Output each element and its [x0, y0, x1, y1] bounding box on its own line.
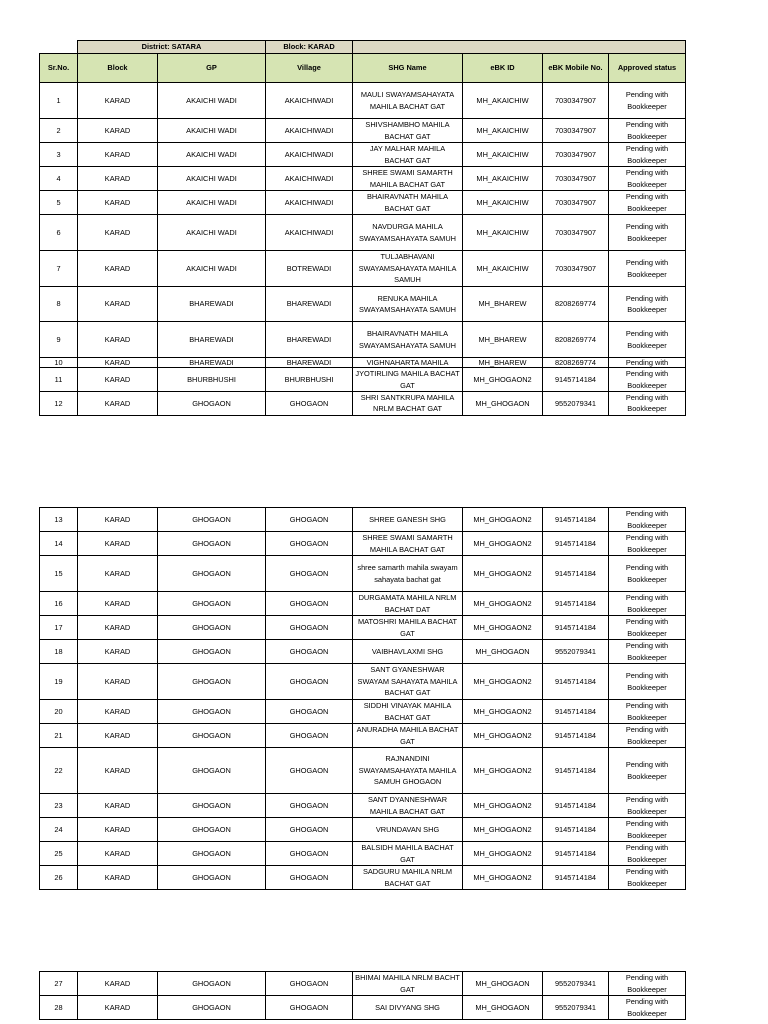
col-header-gp: GP: [158, 54, 266, 83]
block-cell: KARAD: [78, 358, 158, 368]
district-block-row: [40, 41, 686, 54]
gp-cell: GHOGAON: [158, 794, 266, 818]
approved-status-cell: Pending with Bookkeeper: [609, 508, 686, 532]
table-row: [40, 358, 686, 368]
shg-name-cell: TULJABHAVANI SWAYAMSAHAYATA MAHILA SAMUH: [353, 251, 463, 287]
col-header-ebk-mobile: eBK Mobile No.: [543, 54, 609, 83]
shg-name-cell: NAVDURGA MAHILA SWAYAMSAHAYATA SAMUH: [353, 215, 463, 251]
gp-cell: GHOGAON: [158, 556, 266, 592]
block-cell: KARAD: [78, 972, 158, 996]
sr-no-cell: 13: [40, 508, 78, 532]
ebk-id-cell: MH_BHAREW: [463, 322, 543, 358]
table-body-1: [40, 83, 686, 416]
table-body-2: [40, 508, 686, 890]
approved-status-cell: Pending with Bookkeeper: [609, 996, 686, 1020]
approved-status-cell: Pending with Bookkeeper: [609, 191, 686, 215]
gp-cell: GHOGAON: [158, 616, 266, 640]
block-cell: KARAD: [78, 508, 158, 532]
ebk-id-cell: MH_GHOGAON2: [463, 616, 543, 640]
ebk-id-cell: MH_BHAREW: [463, 358, 543, 368]
block-cell: KARAD: [78, 866, 158, 890]
shg-name-cell: ANURADHA MAHILA BACHAT GAT: [353, 724, 463, 748]
table-row: [40, 119, 686, 143]
gp-cell: GHOGAON: [158, 392, 266, 416]
approved-status-cell: Pending with Bookkeeper: [609, 83, 686, 119]
gp-cell: GHOGAON: [158, 748, 266, 794]
district-label: District: SATARA: [78, 41, 266, 54]
block-cell: KARAD: [78, 842, 158, 866]
block-cell: KARAD: [78, 818, 158, 842]
table-row: [40, 322, 686, 358]
ebk-mobile-cell: 7030347907: [543, 83, 609, 119]
shg-name-cell: SHRI SANTKRUPA MAHILA NRLM BACHAT GAT: [353, 392, 463, 416]
sr-no-cell: 1: [40, 83, 78, 119]
shg-name-cell: JAY MALHAR MAHILA BACHAT GAT: [353, 143, 463, 167]
shg-name-cell: MATOSHRI MAHILA BACHAT GAT: [353, 616, 463, 640]
ebk-id-cell: MH_GHOGAON2: [463, 794, 543, 818]
sr-no-cell: 17: [40, 616, 78, 640]
village-cell: AKAICHIWADI: [266, 83, 353, 119]
gp-cell: GHOGAON: [158, 592, 266, 616]
block-cell: KARAD: [78, 215, 158, 251]
table-row: [40, 972, 686, 996]
block-cell: KARAD: [78, 251, 158, 287]
shg-name-cell: BHIMAI MAHILA NRLM BACHT GAT: [353, 972, 463, 996]
gp-cell: AKAICHI WADI: [158, 119, 266, 143]
block-cell: KARAD: [78, 392, 158, 416]
approved-status-cell: Pending with Bookkeeper: [609, 748, 686, 794]
block-cell: KARAD: [78, 616, 158, 640]
col-header-sr-no: Sr.No.: [40, 54, 78, 83]
ebk-id-cell: MH_GHOGAON2: [463, 724, 543, 748]
sr-no-cell: 27: [40, 972, 78, 996]
ebk-mobile-cell: 7030347907: [543, 167, 609, 191]
ebk-id-cell: MH_AKAICHIW: [463, 251, 543, 287]
table-row: [40, 842, 686, 866]
village-cell: GHOGAON: [266, 972, 353, 996]
block-cell: KARAD: [78, 119, 158, 143]
shg-name-cell: SANT GYANESHWAR SWAYAM SAHAYATA MAHILA BACHAT GAT: [353, 664, 463, 700]
table-row: [40, 215, 686, 251]
approved-status-cell: Pending with Bookkeeper: [609, 215, 686, 251]
block-cell: KARAD: [78, 83, 158, 119]
shg-table-3: [39, 971, 686, 1020]
village-cell: AKAICHIWADI: [266, 119, 353, 143]
approved-status-cell: Pending with Bookkeeper: [609, 287, 686, 322]
village-cell: GHOGAON: [266, 724, 353, 748]
gp-cell: BHURBHUSHI: [158, 368, 266, 392]
sr-no-cell: 4: [40, 167, 78, 191]
approved-status-cell: Pending with Bookkeeper: [609, 724, 686, 748]
ebk-mobile-cell: 9552079341: [543, 640, 609, 664]
approved-status-cell: Pending with Bookkeeper: [609, 143, 686, 167]
approved-status-cell: Pending with Bookkeeper: [609, 700, 686, 724]
shg-name-cell: VIGHNAHARTA MAHILA: [353, 358, 463, 368]
ebk-mobile-cell: 9552079341: [543, 996, 609, 1020]
approved-status-cell: Pending with Bookkeeper: [609, 251, 686, 287]
col-header-ebk-id: eBK ID: [463, 54, 543, 83]
shg-table-2: [39, 507, 686, 890]
gp-cell: GHOGAON: [158, 664, 266, 700]
block-cell: KARAD: [78, 794, 158, 818]
table-row: [40, 724, 686, 748]
sr-no-cell: 5: [40, 191, 78, 215]
ebk-id-cell: MH_AKAICHIW: [463, 143, 543, 167]
table-row: [40, 640, 686, 664]
sr-no-cell: 18: [40, 640, 78, 664]
shg-name-cell: SHREE SWAMI SAMARTH MAHILA BACHAT GAT: [353, 167, 463, 191]
village-cell: AKAICHIWADI: [266, 167, 353, 191]
sr-no-cell: 22: [40, 748, 78, 794]
table-block-1: [39, 40, 686, 416]
col-header-shg-name: SHG Name: [353, 54, 463, 83]
sr-no-cell: 8: [40, 287, 78, 322]
table-row: [40, 167, 686, 191]
block-cell: KARAD: [78, 748, 158, 794]
block-cell: KARAD: [78, 322, 158, 358]
sr-no-cell: 26: [40, 866, 78, 890]
ebk-id-cell: MH_GHOGAON2: [463, 556, 543, 592]
ebk-id-cell: MH_GHOGAON2: [463, 592, 543, 616]
shg-name-cell: SADGURU MAHILA NRLM BACHAT GAT: [353, 866, 463, 890]
village-cell: BHAREWADI: [266, 322, 353, 358]
village-cell: GHOGAON: [266, 866, 353, 890]
shg-name-cell: SANT DYANNESHWAR MAHILA BACHAT GAT: [353, 794, 463, 818]
ebk-mobile-cell: 7030347907: [543, 119, 609, 143]
ebk-id-cell: MH_GHOGAON2: [463, 700, 543, 724]
shg-name-cell: SIDDHI VINAYAK MAHILA BACHAT GAT: [353, 700, 463, 724]
gp-cell: GHOGAON: [158, 842, 266, 866]
table-row: [40, 392, 686, 416]
gp-cell: GHOGAON: [158, 866, 266, 890]
ebk-mobile-cell: 9145714184: [543, 368, 609, 392]
block-cell: KARAD: [78, 287, 158, 322]
village-cell: AKAICHIWADI: [266, 143, 353, 167]
sr-no-cell: 2: [40, 119, 78, 143]
approved-status-cell: Pending with Bookkeeper: [609, 794, 686, 818]
gp-cell: BHAREWADI: [158, 322, 266, 358]
approved-status-cell: Pending with Bookkeeper: [609, 818, 686, 842]
gp-cell: AKAICHI WADI: [158, 191, 266, 215]
sr-no-cell: 7: [40, 251, 78, 287]
shg-name-cell: BALSIDH MAHILA BACHAT GAT: [353, 842, 463, 866]
village-cell: GHOGAON: [266, 748, 353, 794]
gp-cell: GHOGAON: [158, 532, 266, 556]
approved-status-cell: Pending with Bookkeeper: [609, 616, 686, 640]
block-cell: KARAD: [78, 640, 158, 664]
gp-cell: GHOGAON: [158, 972, 266, 996]
village-cell: GHOGAON: [266, 842, 353, 866]
gp-cell: AKAICHI WADI: [158, 251, 266, 287]
gp-cell: AKAICHI WADI: [158, 143, 266, 167]
approved-status-cell: Pending with Bookkeeper: [609, 842, 686, 866]
ebk-id-cell: MH_GHOGAON: [463, 392, 543, 416]
shg-name-cell: JYOTIRLING MAHILA BACHAT GAT: [353, 368, 463, 392]
gp-cell: AKAICHI WADI: [158, 83, 266, 119]
ebk-mobile-cell: 9145714184: [543, 556, 609, 592]
approved-status-cell: Pending with Bookkeeper: [609, 664, 686, 700]
approved-status-cell: Pending with Bookkeeper: [609, 640, 686, 664]
gp-cell: GHOGAON: [158, 700, 266, 724]
gp-cell: BHAREWADI: [158, 287, 266, 322]
ebk-mobile-cell: 7030347907: [543, 251, 609, 287]
table-row: [40, 794, 686, 818]
approved-status-cell: Pending with Bookkeeper: [609, 167, 686, 191]
block-cell: KARAD: [78, 724, 158, 748]
village-cell: GHOGAON: [266, 640, 353, 664]
ebk-id-cell: MH_GHOGAON2: [463, 748, 543, 794]
approved-status-cell: Pending with Bookkeeper: [609, 592, 686, 616]
village-cell: GHOGAON: [266, 996, 353, 1020]
ebk-mobile-cell: 9145714184: [543, 508, 609, 532]
shg-name-cell: DURGAMATA MAHILA NRLM BACHAT DAT: [353, 592, 463, 616]
ebk-id-cell: MH_AKAICHIW: [463, 83, 543, 119]
ebk-mobile-cell: 8208269774: [543, 358, 609, 368]
table-row: [40, 83, 686, 119]
gp-cell: AKAICHI WADI: [158, 167, 266, 191]
village-cell: GHOGAON: [266, 664, 353, 700]
shg-table-1: [39, 40, 686, 416]
table-row: [40, 748, 686, 794]
ebk-id-cell: MH_GHOGAON2: [463, 842, 543, 866]
ebk-id-cell: MH_GHOGAON: [463, 996, 543, 1020]
gp-cell: BHAREWADI: [158, 358, 266, 368]
block-cell: KARAD: [78, 556, 158, 592]
approved-status-cell: Pending with Bookkeeper: [609, 972, 686, 996]
ebk-mobile-cell: 9552079341: [543, 972, 609, 996]
block-cell: KARAD: [78, 700, 158, 724]
ebk-mobile-cell: 9145714184: [543, 532, 609, 556]
village-cell: GHOGAON: [266, 556, 353, 592]
village-cell: GHOGAON: [266, 700, 353, 724]
ebk-mobile-cell: 9145714184: [543, 664, 609, 700]
village-cell: GHOGAON: [266, 818, 353, 842]
table-row: [40, 996, 686, 1020]
ebk-id-cell: MH_GHOGAON: [463, 640, 543, 664]
ebk-id-cell: MH_GHOGAON: [463, 972, 543, 996]
block-cell: KARAD: [78, 368, 158, 392]
shg-name-cell: RAJNANDINI SWAYAMSAHAYATA MAHILA SAMUH GHOGAON: [353, 748, 463, 794]
table-body-3: [40, 972, 686, 1020]
table-row: [40, 700, 686, 724]
block-cell: KARAD: [78, 191, 158, 215]
ebk-mobile-cell: 7030347907: [543, 143, 609, 167]
block-cell: KARAD: [78, 167, 158, 191]
block-cell: KARAD: [78, 532, 158, 556]
gp-cell: GHOGAON: [158, 724, 266, 748]
ebk-id-cell: MH_AKAICHIW: [463, 119, 543, 143]
table-block-2: [39, 507, 686, 890]
village-cell: BOTREWADI: [266, 251, 353, 287]
col-header-village: Village: [266, 54, 353, 83]
shg-name-cell: MAULI SWAYAMSAHAYATA MAHILA BACHAT GAT: [353, 83, 463, 119]
gp-cell: GHOGAON: [158, 996, 266, 1020]
ebk-mobile-cell: 8208269774: [543, 322, 609, 358]
table-row: [40, 368, 686, 392]
shg-name-cell: BHAIRAVNATH MAHILA BACHAT GAT: [353, 191, 463, 215]
ebk-id-cell: MH_BHAREW: [463, 287, 543, 322]
village-cell: AKAICHIWADI: [266, 191, 353, 215]
ebk-mobile-cell: 9145714184: [543, 794, 609, 818]
ebk-id-cell: MH_AKAICHIW: [463, 167, 543, 191]
sr-no-cell: 16: [40, 592, 78, 616]
ebk-mobile-cell: 8208269774: [543, 287, 609, 322]
ebk-mobile-cell: 7030347907: [543, 215, 609, 251]
sr-no-cell: 21: [40, 724, 78, 748]
ebk-id-cell: MH_AKAICHIW: [463, 215, 543, 251]
ebk-mobile-cell: 9145714184: [543, 592, 609, 616]
table-row: [40, 664, 686, 700]
table-row: [40, 616, 686, 640]
gp-cell: GHOGAON: [158, 818, 266, 842]
ebk-mobile-cell: 9552079341: [543, 392, 609, 416]
village-cell: BHAREWADI: [266, 358, 353, 368]
ebk-id-cell: MH_GHOGAON2: [463, 532, 543, 556]
approved-status-cell: Pending with Bookkeeper: [609, 392, 686, 416]
sr-no-cell: 6: [40, 215, 78, 251]
ebk-mobile-cell: 9145714184: [543, 818, 609, 842]
table-block-3: [39, 971, 686, 1020]
ebk-id-cell: MH_AKAICHIW: [463, 191, 543, 215]
shg-name-cell: SAI DIVYANG SHG: [353, 996, 463, 1020]
header-row: [40, 54, 686, 83]
ebk-id-cell: MH_GHOGAON2: [463, 508, 543, 532]
table-row: [40, 287, 686, 322]
village-cell: GHOGAON: [266, 392, 353, 416]
village-cell: BHURBHUSHI: [266, 368, 353, 392]
ebk-mobile-cell: 9145714184: [543, 616, 609, 640]
shg-name-cell: VRUNDAVAN SHG: [353, 818, 463, 842]
ebk-mobile-cell: 7030347907: [543, 191, 609, 215]
sr-no-cell: 3: [40, 143, 78, 167]
sr-no-cell: 20: [40, 700, 78, 724]
col-header-approved-status: Approved status: [609, 54, 686, 83]
block-cell: KARAD: [78, 996, 158, 1020]
village-cell: GHOGAON: [266, 508, 353, 532]
sr-no-cell: 19: [40, 664, 78, 700]
approved-status-cell: Pending with Bookkeeper: [609, 866, 686, 890]
table-row: [40, 191, 686, 215]
village-cell: BHAREWADI: [266, 287, 353, 322]
block-cell: KARAD: [78, 592, 158, 616]
village-cell: GHOGAON: [266, 532, 353, 556]
block-cell: KARAD: [78, 143, 158, 167]
meta-filler: [353, 41, 686, 54]
table-row: [40, 508, 686, 532]
village-cell: GHOGAON: [266, 616, 353, 640]
col-header-block: Block: [78, 54, 158, 83]
approved-status-cell: Pending with Bookkeeper: [609, 322, 686, 358]
ebk-mobile-cell: 9145714184: [543, 724, 609, 748]
approved-status-cell: Pending with Bookkeeper: [609, 556, 686, 592]
table-row: [40, 818, 686, 842]
sr-no-cell: 28: [40, 996, 78, 1020]
sr-no-cell: 24: [40, 818, 78, 842]
table-row: [40, 251, 686, 287]
gp-cell: GHOGAON: [158, 640, 266, 664]
table-row: [40, 143, 686, 167]
shg-name-cell: RENUKA MAHILA SWAYAMSAHAYATA SAMUH: [353, 287, 463, 322]
ebk-id-cell: MH_GHOGAON2: [463, 368, 543, 392]
ebk-mobile-cell: 9145714184: [543, 748, 609, 794]
ebk-id-cell: MH_GHOGAON2: [463, 664, 543, 700]
shg-name-cell: SHIVSHAMBHO MAHILA BACHAT GAT: [353, 119, 463, 143]
shg-name-cell: SHREE GANESH SHG: [353, 508, 463, 532]
table-row: [40, 532, 686, 556]
block-label: Block: KARAD: [266, 41, 353, 54]
sr-no-cell: 15: [40, 556, 78, 592]
ebk-mobile-cell: 9145714184: [543, 700, 609, 724]
shg-name-cell: SHREE SWAMI SAMARTH MAHILA BACHAT GAT: [353, 532, 463, 556]
sr-no-cell: 11: [40, 368, 78, 392]
sr-no-cell: 25: [40, 842, 78, 866]
village-cell: GHOGAON: [266, 592, 353, 616]
meta-spacer: [40, 41, 78, 54]
sr-no-cell: 23: [40, 794, 78, 818]
table-row: [40, 556, 686, 592]
village-cell: GHOGAON: [266, 794, 353, 818]
ebk-id-cell: MH_GHOGAON2: [463, 818, 543, 842]
gp-cell: GHOGAON: [158, 508, 266, 532]
shg-name-cell: VAIBHAVLAXMI SHG: [353, 640, 463, 664]
approved-status-cell: Pending with: [609, 358, 686, 368]
sr-no-cell: 12: [40, 392, 78, 416]
sr-no-cell: 14: [40, 532, 78, 556]
approved-status-cell: Pending with Bookkeeper: [609, 119, 686, 143]
sr-no-cell: 9: [40, 322, 78, 358]
approved-status-cell: Pending with Bookkeeper: [609, 368, 686, 392]
table-row: [40, 866, 686, 890]
gp-cell: AKAICHI WADI: [158, 215, 266, 251]
block-cell: KARAD: [78, 664, 158, 700]
approved-status-cell: Pending with Bookkeeper: [609, 532, 686, 556]
ebk-id-cell: MH_GHOGAON2: [463, 866, 543, 890]
ebk-mobile-cell: 9145714184: [543, 866, 609, 890]
shg-name-cell: BHAIRAVNATH MAHILA SWAYAMSAHAYATA SAMUH: [353, 322, 463, 358]
sr-no-cell: 10: [40, 358, 78, 368]
shg-name-cell: shree samarth mahila swayam sahayata bachat gat: [353, 556, 463, 592]
village-cell: AKAICHIWADI: [266, 215, 353, 251]
table-row: [40, 592, 686, 616]
ebk-mobile-cell: 9145714184: [543, 842, 609, 866]
